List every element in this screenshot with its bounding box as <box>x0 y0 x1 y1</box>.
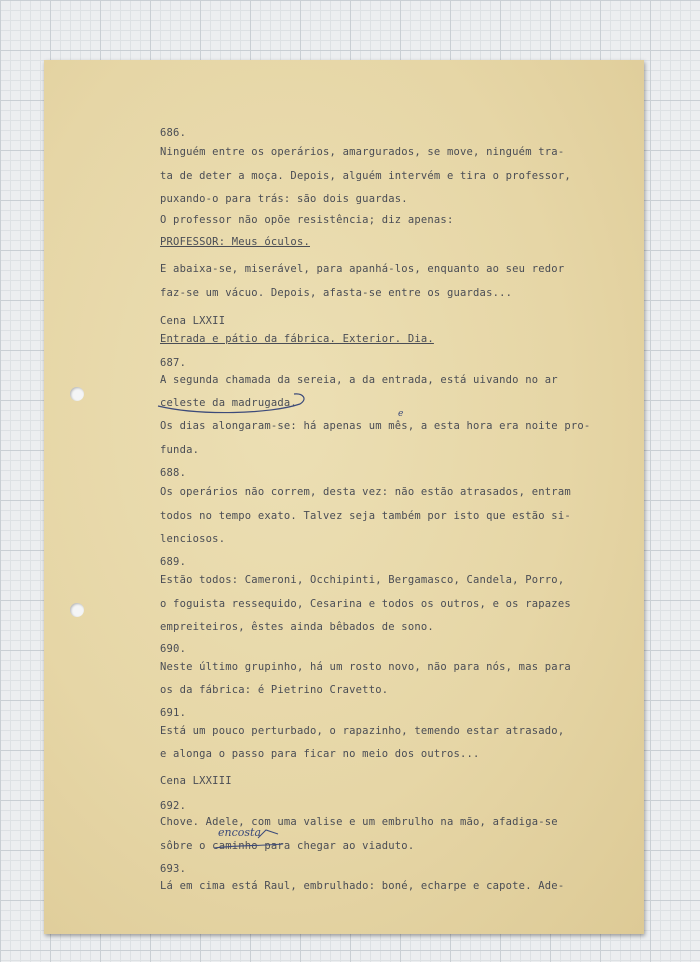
scene-number: 687. <box>160 357 187 369</box>
text-line: Ninguém entre os operários, amargurados, se move, ninguém tra- <box>160 146 565 158</box>
pen-circle-stroke <box>158 394 304 413</box>
text-line: Chove. Adele, com uma valise e um embrulho na mão, afadiga-se <box>160 816 558 828</box>
text-line: funda. <box>160 444 200 456</box>
scene-number: 688. <box>160 467 187 479</box>
scene-number: 689. <box>160 556 187 568</box>
handwritten-correction: e <box>398 409 404 419</box>
text-line: celeste da madrugada. <box>160 397 297 409</box>
pen-caret <box>258 830 278 838</box>
text-line: faz-se um vácuo. Depois, afasta-se entre os guardas... <box>160 287 513 299</box>
scene-heading: Cena LXXII <box>160 315 226 327</box>
scene-number: 690. <box>160 643 187 655</box>
scene-number: 691. <box>160 707 187 719</box>
text-line: os da fábrica: é Pietrino Cravetto. <box>160 684 389 696</box>
text-line: Lá em cima está Raul, embrulhado: boné, echarpe e capote. Ade- <box>160 880 565 892</box>
text-line: puxando-o para trás: são dois guardas. <box>160 193 408 205</box>
text-line: Está um pouco perturbado, o rapazinho, temendo estar atrasado, <box>160 725 565 737</box>
scene-number: 692. <box>160 800 187 812</box>
text-line: e alonga o passo para ficar no meio dos outros... <box>160 748 480 760</box>
text-line: O professor não opõe resistência; diz apenas: <box>160 214 454 226</box>
text-line: sôbre o caminho para chegar ao viaduto. <box>160 840 415 852</box>
text-line: Os dias alongaram-se: há apenas um mês, a esta hora era noite pro- <box>160 420 591 432</box>
text-line: Neste último grupinho, há um rosto novo, não para nós, mas para <box>160 661 571 673</box>
text-line: ta de deter a moça. Depois, alguém intervém e tira o professor, <box>160 170 571 182</box>
text-line: E abaixa-se, miserável, para apanhá-los, enquanto ao seu redor <box>160 263 565 275</box>
text-line: todos no tempo exato. Talvez seja também por isto que estão si- <box>160 510 571 522</box>
scene-heading: Cena LXXIII <box>160 775 232 787</box>
text-line: A segunda chamada da sereia, a da entrada, está uivando no ar <box>160 374 558 386</box>
handwritten-insert: encosta <box>218 826 262 839</box>
text-line: Os operários não correm, desta vez: não estão atrasados, entram <box>160 486 571 498</box>
scene-number: 686. <box>160 127 187 139</box>
text-line: empreiteiros, êstes ainda bêbados de sono. <box>160 621 434 633</box>
dialogue-line: PROFESSOR: Meus óculos. <box>160 236 310 248</box>
text-line: lenciosos. <box>160 533 226 545</box>
scene-location: Entrada e pátio da fábrica. Exterior. Dia. <box>160 333 434 345</box>
text-line: Estão todos: Cameroni, Occhipinti, Bergamasco, Candela, Porro, <box>160 574 565 586</box>
scene-number: 693. <box>160 863 187 875</box>
pen-strikethrough <box>214 844 283 848</box>
text-line: o foguista ressequido, Cesarina e todos os outros, e os rapazes <box>160 598 571 610</box>
